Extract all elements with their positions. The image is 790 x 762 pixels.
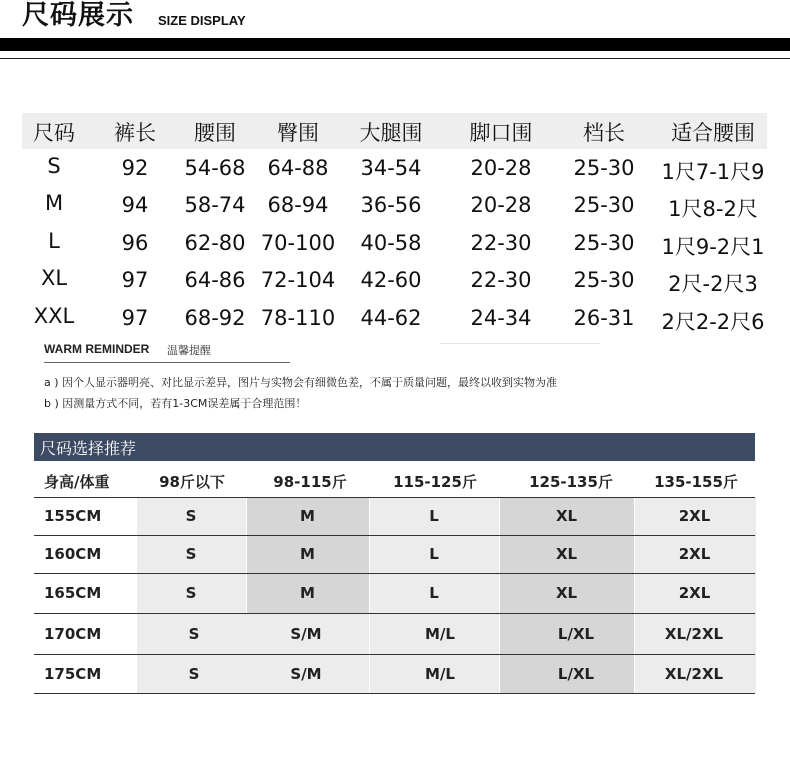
size-table-cell: 92 bbox=[121, 156, 149, 180]
recommendation-size: XL/2XL bbox=[664, 624, 724, 643]
recommendation-size: S bbox=[185, 584, 197, 602]
reminder-note-b: b ) 因测量方式不同，若有1-3CM误差属于合理范围！ bbox=[44, 397, 307, 410]
recommendation-size: M bbox=[300, 507, 315, 525]
size-label: M bbox=[44, 191, 64, 215]
size-label: S bbox=[47, 154, 61, 178]
header-bar bbox=[0, 38, 790, 51]
size-table-cell: 1尺7-1尺9 bbox=[661, 160, 765, 184]
recommendation-height-label: 160CM bbox=[44, 545, 102, 563]
recommendation-title: 尺码选择推荐 bbox=[40, 439, 137, 458]
recommendation-size: 2XL bbox=[678, 584, 711, 602]
recommendation-size: XL bbox=[555, 507, 578, 525]
size-table-cell: 94 bbox=[121, 193, 149, 217]
recommendation-row-divider bbox=[34, 613, 755, 614]
header-divider bbox=[0, 58, 790, 59]
size-table-cell: 20-28 bbox=[470, 193, 532, 217]
size-table-cell: 97 bbox=[121, 268, 149, 292]
recommendation-header-cell: 98-115斤 bbox=[273, 473, 347, 491]
recommendation-size: XL bbox=[555, 584, 578, 602]
recommendation-size: 2XL bbox=[678, 507, 711, 525]
recommendation-row-divider bbox=[34, 535, 755, 536]
recommendation-size: L bbox=[429, 545, 439, 563]
size-table-cell: 68-94 bbox=[267, 193, 329, 217]
recommendation-size: L bbox=[429, 584, 439, 602]
recommendation-row-divider bbox=[34, 693, 755, 694]
size-label: L bbox=[48, 229, 60, 253]
recommendation-cell-background bbox=[136, 613, 370, 654]
size-table-cell: 78-110 bbox=[260, 306, 336, 330]
size-table-cell: 1尺9-2尺1 bbox=[661, 235, 765, 259]
size-table-cell: 25-30 bbox=[573, 193, 635, 217]
recommendation-size: S bbox=[188, 624, 200, 643]
recommendation-title-bar bbox=[34, 433, 755, 461]
recommendation-size: M bbox=[300, 584, 315, 602]
size-label: XXL bbox=[33, 304, 75, 328]
size-table-cell: 40-58 bbox=[360, 231, 422, 255]
recommendation-height-label: 165CM bbox=[44, 584, 102, 602]
recommendation-row-divider bbox=[34, 573, 755, 574]
recommendation-size: S bbox=[185, 545, 197, 563]
size-table-cell: 70-100 bbox=[260, 231, 336, 255]
recommendation-header-cell: 身高/体重 bbox=[44, 473, 110, 491]
warm-reminder-title: WARM REMINDER bbox=[44, 342, 150, 356]
faint-divider bbox=[440, 343, 600, 344]
page-title: 尺码展示 bbox=[22, 0, 134, 31]
recommendation-height-label: 175CM bbox=[44, 664, 102, 683]
size-table-cell: 34-54 bbox=[360, 156, 422, 180]
recommendation-height-label: 170CM bbox=[44, 624, 102, 643]
size-table-cell: 25-30 bbox=[573, 156, 635, 180]
size-table-header-cell: 尺码 bbox=[33, 121, 75, 145]
size-table-cell: 26-31 bbox=[573, 306, 635, 330]
size-table-cell: 58-74 bbox=[184, 193, 246, 217]
recommendation-size: S/M bbox=[290, 664, 322, 683]
recommendation-size: 2XL bbox=[678, 545, 711, 563]
size-table-cell: 68-92 bbox=[184, 306, 246, 330]
recommendation-size: M/L bbox=[425, 664, 455, 683]
size-table-cell: 22-30 bbox=[470, 231, 532, 255]
recommendation-size: XL bbox=[555, 545, 578, 563]
recommendation-size: M bbox=[300, 545, 315, 563]
page-subtitle: SIZE DISPLAY bbox=[158, 13, 246, 28]
size-table-cell: 20-28 bbox=[470, 156, 532, 180]
recommendation-header-cell: 135-155斤 bbox=[654, 473, 738, 491]
size-table-cell: 72-104 bbox=[260, 268, 336, 292]
size-table-cell: 97 bbox=[121, 306, 149, 330]
size-table-cell: 64-88 bbox=[267, 156, 329, 180]
size-label: XL bbox=[40, 266, 68, 290]
recommendation-size: S bbox=[185, 507, 197, 525]
size-table-cell: 44-62 bbox=[360, 306, 422, 330]
recommendation-size: S/M bbox=[290, 624, 322, 643]
recommendation-row-divider bbox=[34, 654, 755, 655]
size-table-cell: 62-80 bbox=[184, 231, 246, 255]
size-table-cell: 2尺2-2尺6 bbox=[661, 310, 765, 334]
size-table-cell: 54-68 bbox=[184, 156, 246, 180]
size-table-cell: 25-30 bbox=[573, 268, 635, 292]
size-table-cell: 22-30 bbox=[470, 268, 532, 292]
recommendation-size: L/XL bbox=[557, 664, 595, 683]
size-table-cell: 24-34 bbox=[470, 306, 532, 330]
recommendation-header-cell: 98斤以下 bbox=[159, 473, 225, 491]
size-table-cell: 42-60 bbox=[360, 268, 422, 292]
recommendation-size: S bbox=[188, 664, 200, 683]
size-table-header-cell: 大腿围 bbox=[359, 121, 423, 145]
recommendation-height-label: 155CM bbox=[44, 507, 102, 525]
size-table-cell: 25-30 bbox=[573, 231, 635, 255]
size-table-header-cell: 臀围 bbox=[277, 121, 319, 145]
recommendation-header-cell: 125-135斤 bbox=[529, 473, 613, 491]
warm-reminder-underline bbox=[44, 362, 290, 363]
recommendation-cell-background bbox=[136, 654, 370, 693]
warm-reminder-title-cn: 温馨提醒 bbox=[167, 344, 211, 357]
reminder-note-a: a ) 因个人显示器明亮、对比显示差异，图片与实物会有细微色差，不属于质量问题，最终以收到实物为准 bbox=[44, 376, 558, 389]
size-table-header-cell: 脚口围 bbox=[469, 121, 533, 145]
size-table-cell: 64-86 bbox=[184, 268, 246, 292]
recommendation-size: L bbox=[429, 507, 439, 525]
size-table-cell: 2尺-2尺3 bbox=[668, 272, 758, 296]
recommendation-size: M/L bbox=[425, 624, 455, 643]
size-table-cell: 96 bbox=[121, 231, 149, 255]
size-table-header-cell: 裤长 bbox=[114, 121, 156, 145]
recommendation-row-divider bbox=[34, 497, 755, 498]
recommendation-size: L/XL bbox=[557, 624, 595, 643]
size-table-cell: 36-56 bbox=[360, 193, 422, 217]
recommendation-header-cell: 115-125斤 bbox=[393, 473, 477, 491]
recommendation-size: XL/2XL bbox=[664, 664, 724, 683]
size-table-cell: 1尺8-2尺 bbox=[668, 197, 758, 221]
size-table-header-cell: 腰围 bbox=[194, 121, 236, 145]
size-table-header-cell: 适合腰围 bbox=[671, 121, 755, 145]
size-table-header-cell: 档长 bbox=[583, 121, 625, 145]
